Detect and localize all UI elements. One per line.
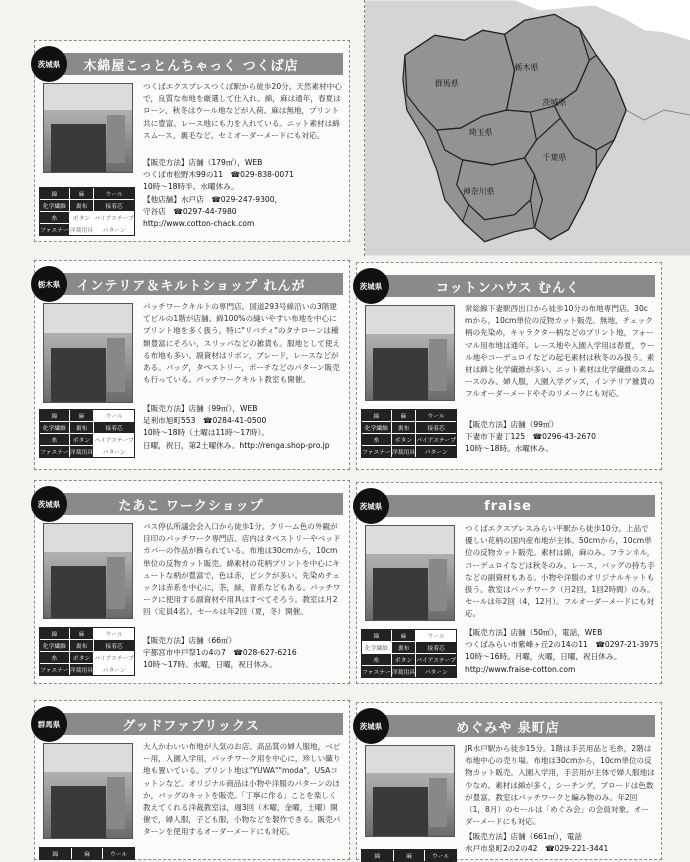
shop-name: たあこ ワークショップ [39,493,343,515]
material-cell: 化学繊維 [362,422,391,433]
shop-name: 木綿屋こっとんちゃっく つくば店 [39,53,343,75]
material-cell: ウール [103,848,134,859]
material-cell: 糸 [40,652,69,663]
shop-info-line: 足利市旭町553 ☎0284-41-0500 [143,416,267,426]
prefecture-badge: 茨城県 [31,46,67,82]
shop-info-line: 日曜，祝日，第2土曜休み。http://renga.shop-pro.jp [143,440,330,450]
shop-website-link[interactable]: http://www.fraise-cotton.com [465,664,576,674]
shop-photo [365,305,455,401]
shop-card [34,480,350,684]
material-cell: ボタン [70,434,93,445]
shop-info-line: 【他店舗】水戸店 ☎029-247-9300， [143,194,283,204]
material-cell: ファスナー [40,446,69,457]
material-cell: 綿 [40,628,69,639]
shop-info-line: 【販売方法】店舗（50㎡），電話，WEB [465,628,603,637]
shop-info-line: つくば市松野木99の11 ☎029-838-0071 [143,170,294,180]
material-cell: 化学繊維 [40,422,69,433]
map-label-tochigi: 栃木県 [514,63,539,73]
material-grid [39,409,135,458]
material-cell: 接着芯 [416,422,456,433]
material-cell: ファスナー [362,446,391,457]
kanto-map [364,0,690,256]
shop-card [34,40,350,242]
shop-description: バス停仏所議会会入口から徒歩1分。クリーム色の外観が目印のパッチワーク専門店。店内はタペストリーやベッドカバーの作品が飾られている。布地は30cmから，10cm単位の反物カット販売。綿素材の花柄プリントを中心にキュートな柄が豊富で，色は赤，ピンクが多い。先染めチェックは赤系を中心に，茶，緑，青系などもある。パッチワークに使用する副資材や用具はすべてそろう。教室は月2回（定員4名）。セールは年2回（夏，冬）開催。 [143,522,341,617]
shop-info-line: 10時〜17時。水曜，日曜，祝日休み。 [143,660,277,670]
shop-info-line: 【販売方法】店舗（99㎡） [465,420,559,429]
shop-card [34,700,350,860]
shop-name: fraise [361,495,655,517]
material-cell: 糸 [40,212,69,223]
material-cell: 綿 [362,410,391,421]
material-grid [39,847,135,860]
shop-description: JR水戸駅から徒歩15分。1階は手芸用品と毛糸，2階は布地中心の売り場。布地は30cmから，10cm単位の反物カット販売。入園入学用，手芸用が主体で婦人服地は少なめ。素材は綿が多く，シーチング，ブロードは色数が豊富。教室はパッチワークと編み物のみ。年2回（1，8月）のセールは「めぐみ会」の会員対象。オーダーメードにも対応。 [465,744,655,827]
material-cell: 洋裁用具 [70,446,93,457]
material-cell: バイアステープ [94,212,134,223]
material-cell: バイアステープ [94,434,134,445]
material-cell: 洋裁用具 [392,666,415,677]
shop-card [356,482,662,684]
shop-info-line: 宇都宮市中戸祭1の4の7 ☎028-627-6216 [143,648,297,658]
map-label-gunma: 群馬県 [434,79,459,89]
shop-photo [365,745,455,837]
material-cell: 麻 [70,188,93,199]
material-cell: ファスナー [40,664,69,675]
material-grid [361,849,457,862]
material-cell: ボタン [392,654,415,665]
material-cell: パターン [94,446,134,457]
shop-photo [43,743,133,839]
material-cell: 麻 [70,628,93,639]
material-grid [39,627,135,676]
material-grid [361,629,457,678]
prefecture-badge: 栃木県 [31,266,67,302]
shop-info [465,627,657,679]
shop-name: グッドファブリックス [39,713,343,735]
shop-info-line: 下妻市下妻丁125 ☎0296-43-2670 [465,432,596,442]
material-cell: 洋裁用具 [70,664,93,675]
material-cell: 接着芯 [94,200,134,211]
material-cell: 裏布 [70,422,93,433]
material-cell: 麻 [392,410,415,421]
material-cell: 化学繊維 [362,642,391,653]
prefecture-badge: 茨城県 [353,488,389,524]
shop-photo [365,525,455,621]
material-cell: 麻 [392,630,415,641]
shop-info-line: 水戸市泉町2の2の42 ☎029-221-3441 [465,844,609,854]
shop-info [465,831,657,857]
shop-info-line: 【販売方法】店舗（99㎡），WEB [143,404,258,413]
shop-info-line: 守谷店 ☎0297-44-7980 [143,206,237,216]
shop-card [356,262,662,470]
shop-name: コットンハウス むんく [361,275,655,297]
shop-description: 常総線下妻駅西出口から徒歩10分の布地専門店。30cmから，10cm単位の反物カット販売。無地，チェック柄の先染め，キャラクター柄などのプリント地，フォーマル用布地は通年。レース地や入園入学用は春夏，ウール地やコーデュロイなどの起毛素材は秋冬のみ扱う。素材は綿と化学繊維が多い。ニット素材は化学繊維のスムースのみ。婦人服，入園入学グッズ，インテリア雑貨のフルオーダーメードやそのリメークにも対応。 [465,304,655,399]
shop-photo [43,303,133,403]
material-cell: パターン [94,664,134,675]
map-label-chiba: 千葉県 [542,152,567,162]
material-cell: 麻 [70,410,93,421]
material-cell: バイアステープ [94,652,134,663]
material-cell: ウール [94,410,134,421]
shop-info [143,635,345,675]
shop-info-line: 【販売方法】店舗（66㎡） [143,636,237,645]
prefecture-badge: 茨城県 [353,708,389,744]
material-cell: ファスナー [40,224,69,235]
material-cell: 洋裁用具 [70,224,93,235]
material-cell: ボタン [70,652,93,663]
shop-info-line: 【販売方法】店舗（179㎡），WEB [143,158,263,167]
material-cell: パターン [416,666,456,677]
shop-info-line: 10時〜18時（土曜は11時〜17時）。 [143,428,269,438]
material-cell: 綿 [362,850,393,861]
shop-description: 大人かわいい布地が人気のお店。高品質の婦人服地，ベビー用，入園入学用，パッチワーク用を中心に，珍しい織り地も置いている。プリント地は"YUWA""moda"，USAコットンなど。オリジナル商品は小物や洋服のパターンのほか，バッグのキットを販売。「丁寧に作る」ことを楽しく教えてくれる洋裁教室は，週3回（木曜，金曜，土曜）開催で，婦人服，子ども服，小物などを製作できる。販売パターンを使用するオーダーメードにも対応。 [143,742,341,837]
shop-card [34,260,350,470]
material-cell: 麻 [72,848,103,859]
shop-info-line: 10時〜16時。月曜，火曜，日曜，祝日休み。 [465,652,622,662]
material-cell: ファスナー [362,666,391,677]
material-cell: パターン [94,224,134,235]
shop-description: パッチワークキルトの専門店。国道293号線沿いの3階建てビルの1階が店舗。綿100%の縫いやすい布地を中心にプリント地を多く扱う。特に"リバティ"のタナローンは種類豊富にそろい，スリッパなどの雑貨も。服地として使える布地も多い。副資材はリボン，ブレード，レースなどがある。バッグ，タペストリー，ポーチなどのパターン販売も行っている。パッチワークキルト教室も開催。 [143,302,341,385]
material-grid [39,187,135,236]
material-cell: バイアステープ [416,434,456,445]
material-cell: ウール [425,850,456,861]
prefecture-badge: 茨城県 [31,486,67,522]
shop-website-link[interactable]: http://www.cotton-chack.com [143,219,255,229]
material-cell: 接着芯 [94,640,134,651]
material-cell: 綿 [40,188,69,199]
material-cell: ボタン [392,434,415,445]
shop-name: めぐみや 泉町店 [361,715,655,737]
material-cell: 綿 [40,410,69,421]
material-cell: 糸 [362,434,391,445]
material-cell: 綿 [362,630,391,641]
shop-card [356,702,662,860]
prefecture-badge: 茨城県 [353,268,389,304]
shop-info [465,419,657,459]
material-cell: 綿 [40,848,71,859]
shop-name: インテリア＆キルトショップ れんが [39,273,343,295]
shop-photo [43,83,133,173]
shop-info-line: 10時〜18時。水曜休み。 [465,444,554,454]
material-cell: ボタン [70,212,93,223]
shop-description: つくばエクスプレスつくば駅から徒歩20分。天然素材中心で，良質な布地を厳選して仕入れ。綿，麻は通年，春夏はローン，秋冬はウール地などが入荷。麻は無地，プリント共に豊富。レース地にも力を入れている。ニット素材は綿スムース，裏毛など。セミオーダーメードにも対応。 [143,82,342,140]
material-cell: 洋裁用具 [392,446,415,457]
material-cell: バイアステープ [416,654,456,665]
material-cell: 接着芯 [94,422,134,433]
material-cell: 化学繊維 [40,200,69,211]
material-grid [361,409,457,458]
material-cell: 糸 [362,654,391,665]
map-label-saitama: 埼玉県 [468,127,493,137]
material-cell: 裏布 [392,642,415,653]
shop-info-line: 【販売方法】店舗（661㎡），電話 [465,832,583,841]
shop-info-line: 10時〜18時半。水曜休み。 [143,182,239,192]
shop-photo [43,523,133,619]
shop-info [143,157,345,239]
shop-info-line: つくばみらい市紫峰ヶ丘2の14の11 ☎0297-21-3975 [465,640,659,650]
material-cell: 麻 [394,850,425,861]
map-label-ibaraki: 茨城県 [542,98,567,108]
material-cell: ウール [416,410,456,421]
map-label-kanagawa: 神奈川県 [462,186,495,196]
shop-info [143,403,345,463]
material-cell: ウール [94,628,134,639]
material-cell: 裏布 [70,640,93,651]
shop-description: つくばエクスプレスみらい平駅から徒歩10分。上品で優しい花柄の国内産布地が主体。50cmから，10cm単位の反物カット販売。素材は綿，麻のみ。フランネル，コーデュロイなどは秋冬のみ。レース，バッグの持ち手などの副資材もある。小物や洋服のオリジナルキットも扱う。教室はパッチワーク（月2回，1回2時間）のみ。セールは年2回（4，12月）。フルオーダーメードにも対応。 [465,524,655,619]
material-cell: ウール [416,630,456,641]
kanto-map-graphic [365,0,690,256]
material-cell: 裏布 [70,200,93,211]
material-cell: パターン [416,446,456,457]
material-cell: ウール [94,188,134,199]
material-cell: 糸 [40,434,69,445]
material-cell: 裏布 [392,422,415,433]
prefecture-badge: 群馬県 [31,706,67,742]
material-cell: 接着芯 [416,642,456,653]
material-cell: 化学繊維 [40,640,69,651]
